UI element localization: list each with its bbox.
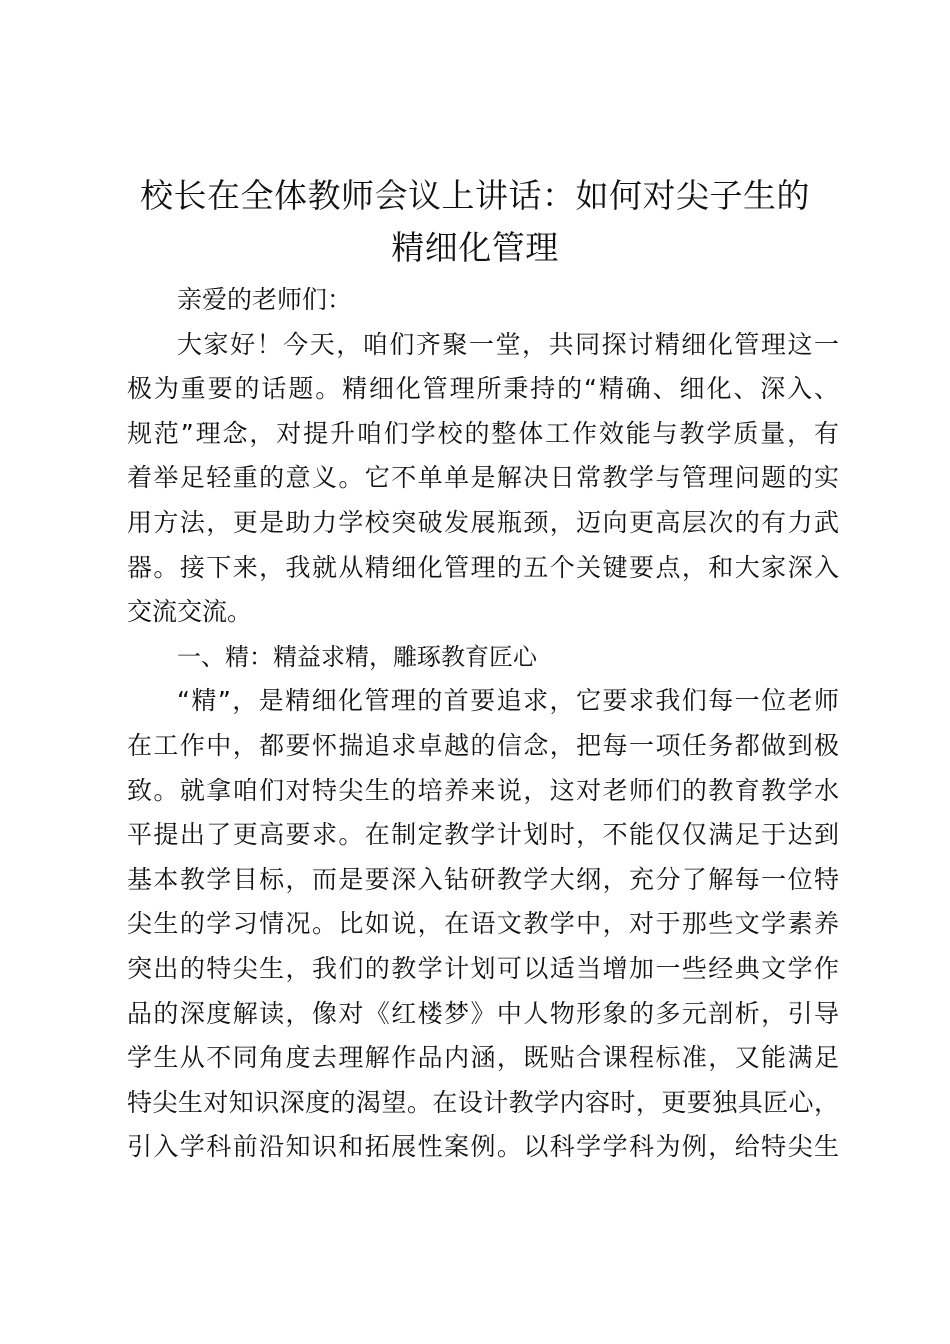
paragraph-line: 平提出了更高要求。在制定教学计划时，不能仅仅满足于达到	[127, 820, 839, 850]
paragraph-line: 致。就拿咱们对特尖生的培养来说，这对老师们的教育教学水	[127, 775, 839, 805]
title-line: 精细化管理	[391, 228, 559, 267]
paragraph-line: 尖生的学习情况。比如说，在语文教学中，对于那些文学素养	[127, 909, 839, 939]
paragraph-intro	[127, 323, 839, 635]
paragraph-line: 大家好！今天，咱们齐聚一堂，共同探讨精细化管理这一	[177, 329, 839, 359]
document-body	[127, 278, 839, 1170]
paragraph-line: 特尖生对知识深度的渴望。在设计教学内容时，更要独具匠心，	[127, 1087, 839, 1117]
paragraph-line: 交流交流。	[127, 597, 253, 627]
section-heading: 一、精：精益求精，雕琢教育匠心	[177, 642, 537, 671]
paragraph-line: 品的深度解读，像对《红楼梦》中人物形象的多元剖析，引导	[127, 998, 839, 1028]
paragraph-line: 着举足轻重的意义。它不单单是解决日常教学与管理问题的实	[127, 463, 839, 493]
paragraph-line: 引入学科前沿知识和拓展性案例。以科学学科为例，给特尖生	[127, 1132, 839, 1162]
title-line: 校长在全体教师会议上讲话：如何对尖子生的	[140, 176, 810, 215]
paragraph-line: “精”，是精细化管理的首要追求，它要求我们每一位老师	[177, 686, 839, 716]
paragraph-line: 学生从不同角度去理解作品内涵，既贴合课程标准，又能满足	[127, 1043, 839, 1073]
paragraph-line: 基本教学目标，而是要深入钻研教学大纲，充分了解每一位特	[127, 864, 839, 894]
paragraph-line: 器。接下来，我就从精细化管理的五个关键要点，和大家深入	[127, 552, 839, 582]
greeting: 亲爱的老师们：	[177, 285, 353, 314]
paragraph-line: 极为重要的话题。精细化管理所秉持的“精确、细化、深入、	[127, 374, 839, 404]
document-title	[110, 170, 840, 274]
paragraph-line: 规范”理念，对提升咱们学校的整体工作效能与教学质量，有	[127, 418, 839, 448]
paragraph-line: 突出的特尖生，我们的教学计划可以适当增加一些经典文学作	[127, 953, 839, 983]
paragraph-line: 在工作中，都要怀揣追求卓越的信念，把每一项任务都做到极	[127, 730, 839, 760]
paragraph-section1	[127, 679, 839, 1170]
paragraph-line: 用方法，更是助力学校突破发展瓶颈，迈向更高层次的有力武	[127, 507, 839, 537]
